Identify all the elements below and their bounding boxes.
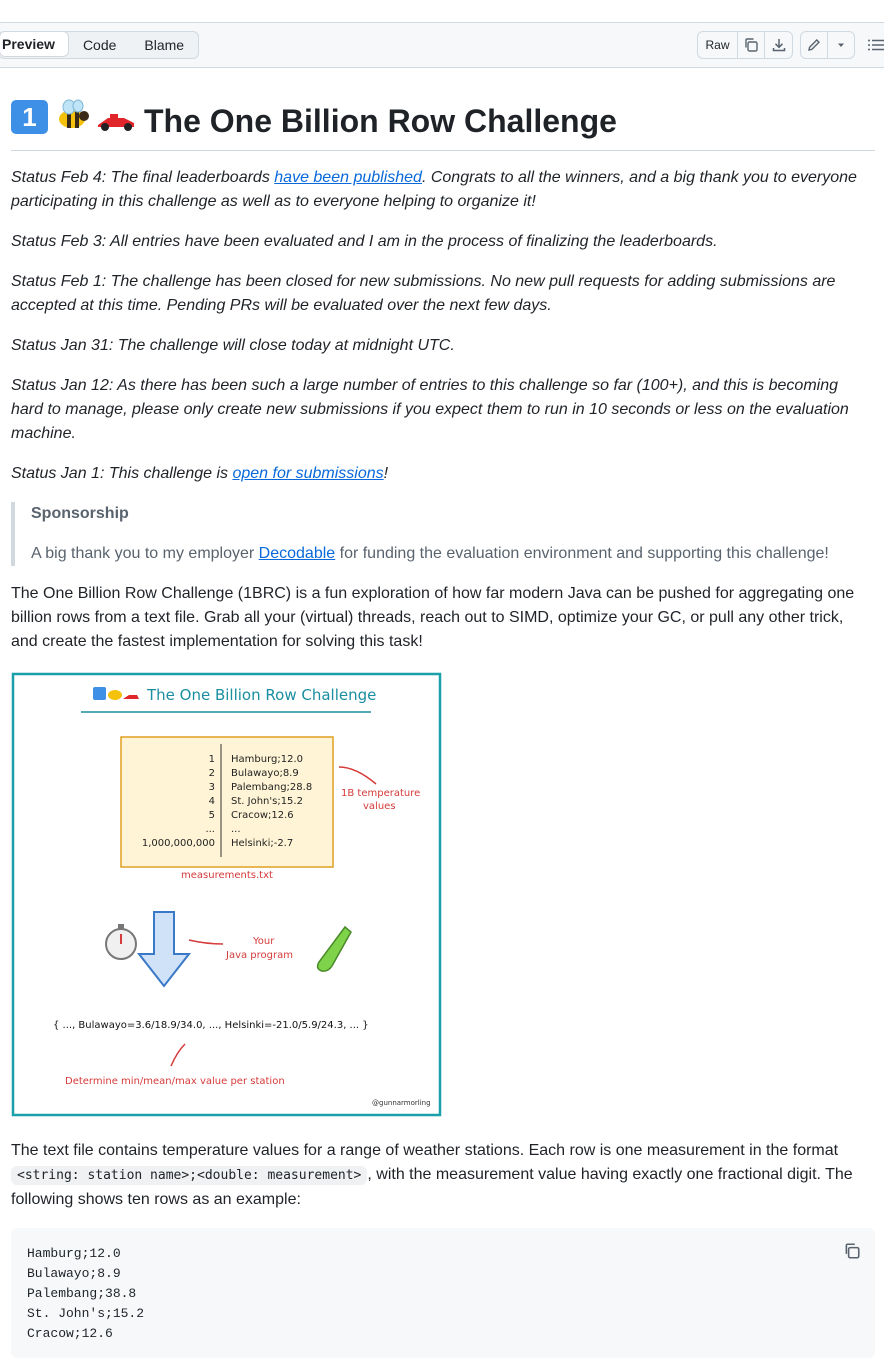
- list-icon: [866, 37, 884, 53]
- temperature-note-line1: 1B temperature: [341, 788, 421, 799]
- row-number: ...: [205, 824, 215, 835]
- status-feb4-text: Status Feb 4: The final leaderboards: [11, 169, 275, 186]
- code-line: St. John's;15.2: [27, 1306, 145, 1321]
- status-jan1-text: Status Jan 1: This challenge is: [11, 465, 233, 482]
- sponsorship-blockquote: [11, 502, 875, 566]
- page-title: [11, 98, 875, 151]
- keycap-one-glyph: 1: [22, 102, 37, 132]
- download-button[interactable]: [765, 32, 792, 58]
- status-feb3: Status Feb 3: All entries have been evaluated and I am in the process of finalizing the leaderboards.: [11, 233, 718, 250]
- download-icon: [771, 37, 787, 53]
- copy-icon: [843, 1242, 861, 1260]
- temperature-note-line2: values: [363, 801, 396, 812]
- row-text: Helsinki;-2.7: [231, 838, 294, 849]
- edit-dropdown-button[interactable]: [828, 32, 854, 58]
- row-number: 1,000,000,000: [141, 838, 215, 849]
- row-text: St. John's;15.2: [231, 796, 303, 807]
- intro-paragraph: The One Billion Row Challenge (1BRC) is a fun exploration of how far modern Java can be pushed for aggregating one billion rows from a text file. Grab all your (virtual) threads, reach out to SIMD, optimize your GC, or pull any other trick, and create the fastest implementation for solving this task!: [11, 585, 855, 650]
- code-line: Bulawayo;8.9: [27, 1266, 121, 1281]
- copy-raw-button[interactable]: [738, 32, 765, 58]
- file-toolbar: [0, 23, 884, 68]
- status-feb1: Status Feb 1: The challenge has been closed for new submissions. No new pull requests for adding submissions are accepted at this time. Pending PRs will be evaluated over the next few days.: [11, 273, 836, 314]
- sponsorship-text-start: A big thank you to my employer: [31, 545, 259, 562]
- row-number: 4: [208, 796, 215, 807]
- status-jan31: Status Jan 31: The challenge will close today at midnight UTC.: [11, 337, 455, 354]
- challenge-diagram-image: [11, 672, 442, 1117]
- leaderboards-link[interactable]: have been published: [274, 169, 422, 186]
- tab-code[interactable]: Code: [82, 37, 117, 53]
- code-line: Cracow;12.6: [27, 1326, 113, 1341]
- diagram-keycap-icon: [93, 687, 106, 700]
- triangle-down-icon: [836, 40, 846, 50]
- program-note-line1: Your: [253, 936, 275, 947]
- page-title-text: The One Billion Row Challenge: [144, 103, 617, 139]
- row-text: Cracow;12.6: [231, 810, 294, 821]
- copy-icon: [743, 37, 759, 53]
- format-paragraph: [11, 1139, 871, 1212]
- sponsorship-text-end: for funding the evaluation environment and supporting this challenge!: [335, 545, 829, 562]
- row-text: Palembang;28.8: [231, 782, 313, 793]
- row-number: 3: [208, 782, 215, 793]
- decodable-link[interactable]: Decodable: [258, 545, 336, 562]
- tab-preview[interactable]: Preview: [0, 31, 69, 57]
- row-number: 5: [208, 810, 215, 821]
- row-number: 1: [208, 754, 215, 765]
- diagram-title: The One Billion Row Challenge: [147, 686, 377, 704]
- file-name-label: measurements.txt: [181, 870, 273, 881]
- status-feb4-text-end: . Congrats to all the winners, and a big thank you to everyone participating in this challenge as well as to everyone helping to organize it!: [11, 169, 857, 210]
- tab-blame[interactable]: Blame: [144, 37, 185, 53]
- row-text: Hamburg;12.0: [231, 754, 303, 765]
- row-number: 2: [208, 768, 215, 779]
- edit-file-button[interactable]: [801, 32, 828, 58]
- sponsorship-text: [31, 542, 875, 566]
- view-mode-segmented-control: [0, 31, 199, 59]
- sponsorship-heading: Sponsorship: [31, 505, 129, 522]
- pencil-icon: [806, 37, 822, 53]
- format-text-end: , with the measurement value having exactly one fractional digit. The following shows ten rows as an example:: [11, 1166, 853, 1208]
- code-line: Palembang;38.8: [27, 1286, 137, 1301]
- status-feb4: [11, 166, 871, 214]
- edit-button-group: [800, 31, 855, 59]
- result-note: Determine min/mean/max value per station: [65, 1076, 285, 1087]
- status-jan12: Status Jan 12: As there has been such a large number of entries to this challenge so far (100+), and this is becoming hard to manage, please only create new submissions if you expect them to run in 10 seconds or less on the evaluation machine.: [11, 377, 849, 442]
- format-text-start: The text file contains temperature values for a range of weather stations. Each row is one measurement in the format: [11, 1142, 839, 1159]
- format-inline-code: <string: station name>;<double: measurement>: [11, 1166, 367, 1185]
- copy-code-button[interactable]: [843, 1242, 861, 1267]
- open-for-submissions-link[interactable]: open for submissions: [232, 465, 384, 482]
- bee-icon: [52, 98, 94, 138]
- diagram-credit: @gunnarmorling: [372, 1099, 431, 1107]
- status-jan1-text-end: !: [383, 465, 389, 482]
- code-line: Hamburg;12.0: [27, 1246, 121, 1261]
- outline-button[interactable]: [866, 37, 884, 58]
- program-note-line2: Java program: [226, 950, 293, 961]
- diagram-bee-icon: [108, 690, 122, 700]
- top-strip: [0, 0, 884, 23]
- result-text: { ..., Bulawayo=3.6/18.9/34.0, ..., Helsinki=-21.0/5.9/24.3, ... }: [53, 1020, 369, 1031]
- row-text: Bulawayo;8.9: [231, 768, 299, 779]
- status-jan1: [11, 462, 871, 486]
- raw-copy-download-group: [697, 31, 793, 59]
- raw-button[interactable]: Raw: [698, 32, 738, 58]
- racing-car-icon: [94, 98, 138, 138]
- row-text: ...: [231, 824, 241, 835]
